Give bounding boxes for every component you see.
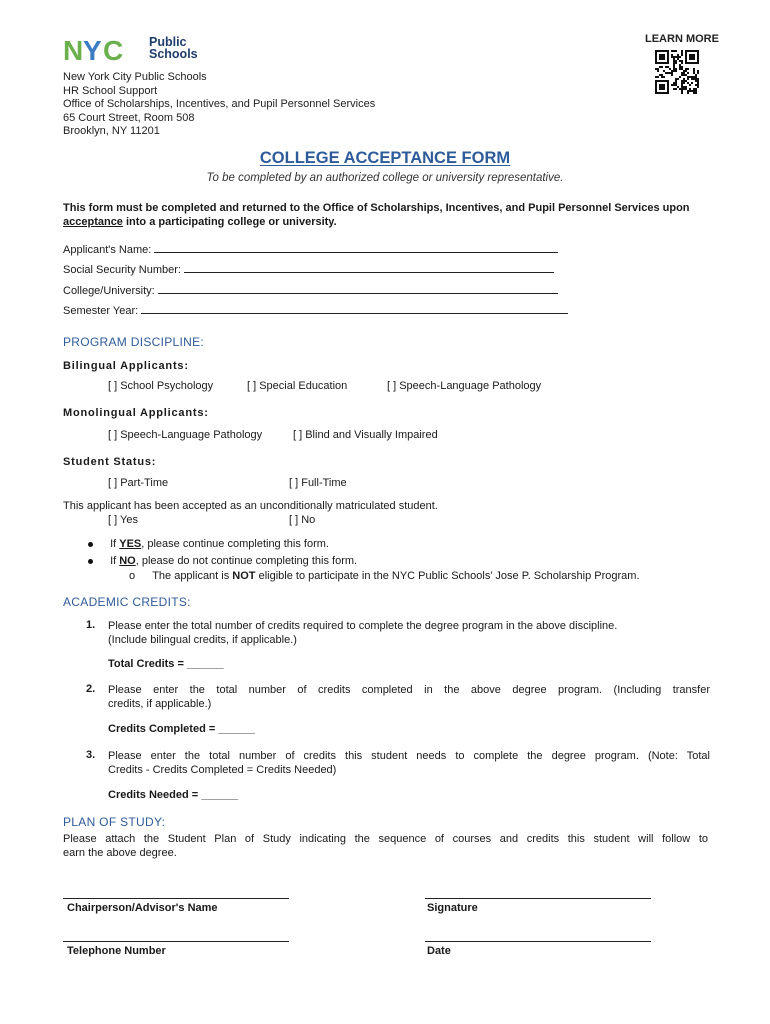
bullet-icon xyxy=(88,542,93,547)
option-yes[interactable]: [ ] Yes xyxy=(108,514,138,526)
plan-line: Please attach the Student Plan of Study indicating the sequence of courses and credits this student will follow to xyxy=(63,833,708,845)
date-label: Date xyxy=(427,945,451,957)
bullet-emphasis: NO xyxy=(119,555,136,567)
question-line: Please enter the total number of credits required to complete the degree program in the above discipline. xyxy=(108,620,618,632)
total-credits-answer[interactable]: Total Credits = ______ xyxy=(108,658,224,670)
ssn-field[interactable] xyxy=(63,262,554,276)
sub-bullet-emphasis: NOT xyxy=(232,570,256,582)
ssn-line[interactable] xyxy=(184,262,554,273)
sub-bullet-text: The applicant is xyxy=(152,570,233,582)
address-line: 65 Court Street, Room 508 xyxy=(63,111,195,124)
intro-text: into a participating college or university. xyxy=(122,216,337,228)
academic-credits-heading: ACADEMIC CREDITS: xyxy=(63,595,191,609)
sub-bullet xyxy=(129,570,640,582)
item-number: 1. xyxy=(86,619,96,631)
item-number: 3. xyxy=(86,749,96,761)
address-line: Brooklyn, NY 11201 xyxy=(63,125,160,138)
address-line: New York City Public Schools xyxy=(63,71,207,83)
chair-name-line[interactable] xyxy=(63,898,289,899)
credits-question-2 xyxy=(108,683,710,711)
accepted-statement: This applicant has been accepted as an unconditionally matriculated student. xyxy=(63,500,438,512)
semester-field[interactable] xyxy=(63,303,568,317)
applicant-name-field[interactable] xyxy=(63,242,558,256)
bilingual-heading: Bilingual Applicants: xyxy=(63,360,189,372)
field-label: Social Security Number: xyxy=(63,264,181,276)
qr-code[interactable] xyxy=(655,50,699,94)
bullet-emphasis: YES xyxy=(119,538,142,550)
bullet-text: If xyxy=(110,538,120,550)
address-block xyxy=(63,71,375,139)
credits-question-1 xyxy=(108,619,710,647)
svg-text:N: N xyxy=(63,35,84,64)
bullet-no xyxy=(88,555,357,567)
form-title: COLLEGE ACCEPTANCE FORM xyxy=(259,149,511,167)
question-line: Credits - Credits Completed = Credits Needed) xyxy=(108,764,337,776)
plan-line: earn the above degree. xyxy=(63,847,177,859)
option-blind-visually-impaired[interactable]: [ ] Blind and Visually Impaired xyxy=(293,429,438,441)
applicant-name-line[interactable] xyxy=(154,242,558,253)
bullet-icon xyxy=(88,559,93,564)
option-full-time[interactable]: [ ] Full-Time xyxy=(289,477,347,489)
semester-line[interactable] xyxy=(141,303,568,314)
plan-of-study-heading: PLAN OF STUDY: xyxy=(63,815,166,829)
intro-emphasis: acceptance xyxy=(63,216,123,228)
question-line: Please enter the total number of credits completed in the above degree program. (Including transfer xyxy=(108,684,710,696)
credits-completed-answer[interactable]: Credits Completed = ______ xyxy=(108,723,256,735)
intro-paragraph xyxy=(63,201,713,229)
option-part-time[interactable]: [ ] Part-Time xyxy=(108,477,169,489)
question-line: (Include bilingual credits, if applicable.) xyxy=(108,634,297,646)
option-special-education[interactable]: [ ] Special Education xyxy=(247,380,348,392)
logo-text-line1: Public xyxy=(149,35,187,49)
credits-needed-answer[interactable]: Credits Needed = ______ xyxy=(108,789,238,801)
learn-more-label: LEARN MORE xyxy=(645,33,719,45)
form-subtitle: To be completed by an authorized college or university representative. xyxy=(206,172,564,184)
sub-bullet-marker: o xyxy=(129,570,136,582)
monolingual-heading: Monolingual Applicants: xyxy=(63,407,209,419)
signature-label: Signature xyxy=(427,902,478,914)
intro-text: This form must be completed and returned to the Office of Scholarships, Incentives, and Pupil Personnel Services upon xyxy=(63,202,690,214)
field-label: Applicant's Name: xyxy=(63,244,152,256)
item-number: 2. xyxy=(86,683,96,695)
question-line: Please enter the total number of credits this student needs to complete the degree program. (Note: Total xyxy=(108,750,710,762)
bullet-text: , please do not continue completing this form. xyxy=(135,555,358,567)
address-line: HR School Support xyxy=(63,84,158,97)
option-school-psychology[interactable]: [ ] School Psychology xyxy=(108,380,214,392)
student-status-heading: Student Status: xyxy=(63,456,157,468)
bullet-text: If xyxy=(110,555,120,567)
option-speech-language-monolingual[interactable]: [ ] Speech-Language Pathology xyxy=(108,429,263,441)
option-no[interactable]: [ ] No xyxy=(289,514,316,526)
field-label: College/University: xyxy=(63,285,155,297)
sub-bullet-text: eligible to participate in the NYC Public Schools’ Jose P. Scholarship Program. xyxy=(255,570,640,582)
logo-text-line2: Schools xyxy=(149,47,198,61)
college-line[interactable] xyxy=(158,283,558,294)
telephone-label: Telephone Number xyxy=(67,945,166,957)
telephone-line[interactable] xyxy=(63,941,289,942)
field-label: Semester Year: xyxy=(63,305,139,317)
college-field[interactable] xyxy=(63,283,558,297)
svg-text:C: C xyxy=(103,35,124,64)
credits-question-3 xyxy=(108,749,710,777)
chair-name-label: Chairperson/Advisor's Name xyxy=(67,902,218,914)
date-line[interactable] xyxy=(425,941,651,942)
program-discipline-heading: PROGRAM DISCIPLINE: xyxy=(63,335,205,349)
nyc-public-schools-logo xyxy=(63,34,223,64)
signature-line[interactable] xyxy=(425,898,651,899)
plan-of-study-text xyxy=(63,832,708,860)
svg-text:Y: Y xyxy=(83,35,102,64)
bullet-text: , please continue completing this form. xyxy=(141,538,329,550)
bullet-yes xyxy=(88,538,329,550)
question-line: credits, if applicable.) xyxy=(108,698,212,710)
address-line: Office of Scholarships, Incentives, and Pupil Personnel Services xyxy=(63,98,376,111)
option-speech-language-bilingual[interactable]: [ ] Speech-Language Pathology xyxy=(387,380,542,392)
